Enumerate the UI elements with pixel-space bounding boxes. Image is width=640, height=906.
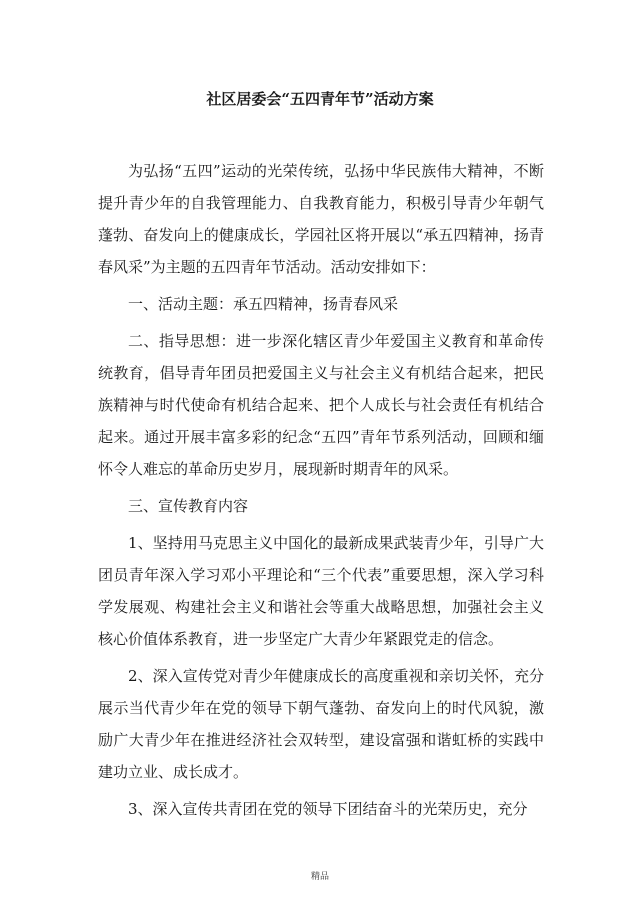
paragraph-item-2: 2、深入宣传党对青少年健康成长的高度重视和亲切关怀，充分展示当代青少年在党的领导下朝气蓬勃、奋发向上的时代风貌，激励广大青少年在推进经济社会双转型，建设富强和谐虹桥的实践中建功立业、成长成才。	[98, 667, 544, 781]
paragraph-section-heading: 三、宣传教育内容	[128, 497, 249, 515]
paragraph-guiding-idea: 二、指导思想：进一步深化辖区青少年爱国主义教育和革命传统教育，倡导青年团员把爱国主义与社会主义有机结合起来，把民族精神与时代使命有机结合起来、把个人成长与社会责任有机结合起来。通过开展丰富多彩的纪念“五四”青年节系列活动，回顾和缅怀令人难忘的革命历史岁月，展现新时期青年的风采。	[98, 332, 544, 478]
paragraph-theme: 一、活动主题：承五四精神，扬青春风采	[128, 295, 399, 313]
page-footer: 精品	[310, 872, 329, 882]
document-title: 社区居委会“五四青年节”活动方案	[206, 90, 434, 108]
paragraph-item-1: 1、坚持用马克思主义中国化的最新成果武装青少年，引导广大团员青年深入学习邓小平理论和“三个代表”重要思想，深入学习科学发展观、构建社会主义和谐社会等重大战略思想，加强社会主义核心价值体系教育，进一步坚定广大青少年紧跟党走的信念。	[98, 534, 544, 648]
paragraph-item-3: 3、深入宣传共青团在党的领导下团结奋斗的光荣历史，充分	[128, 800, 528, 818]
paragraph-intro: 为弘扬“五四”运动的光荣传统，弘扬中华民族伟大精神，不断提升青少年的自我管理能力、自我教育能力，积极引导青少年朝气蓬勃、奋发向上的健康成长，学园社区将开展以“承五四精神，扬青春风采”为主题的五四青年节活动。活动安排如下：	[98, 162, 544, 276]
document-body	[98, 155, 544, 825]
